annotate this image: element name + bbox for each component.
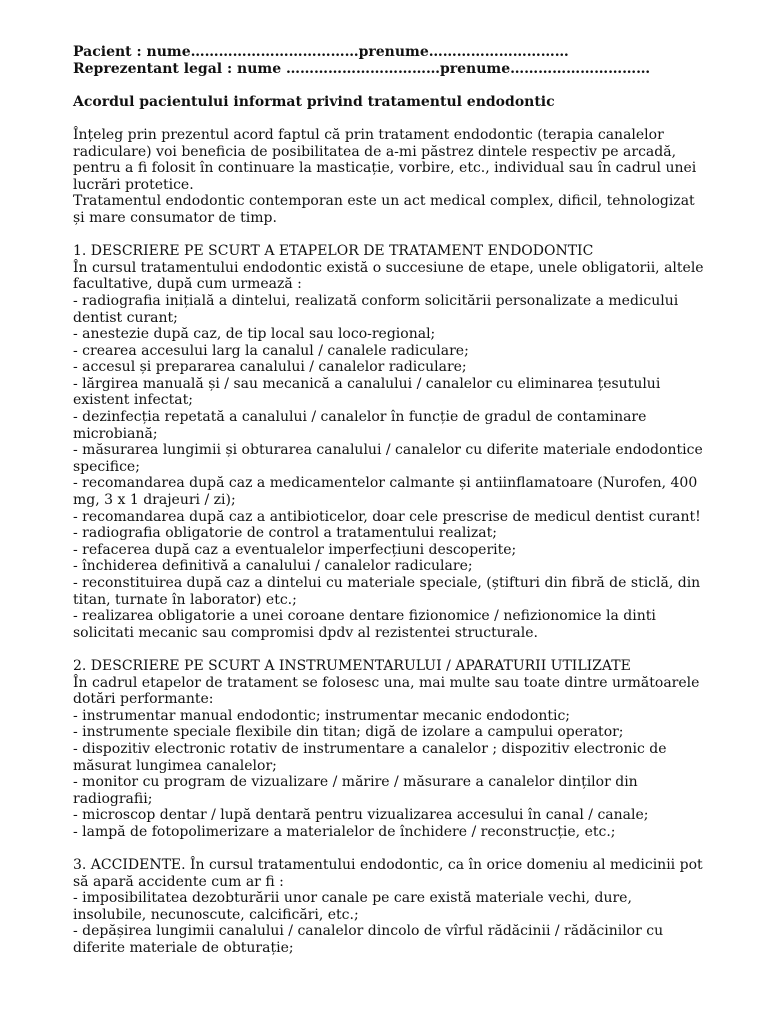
spacer	[73, 110, 713, 127]
section-1-line: titan, turnate în laborator) etc.;	[73, 591, 297, 608]
section-1-line: - recomandarea după caz a antibioticelor, doar cele prescrise de medicul dentist curant!	[73, 508, 701, 525]
section-1-heading: 1. DESCRIERE PE SCURT A ETAPELOR DE TRATAMENT ENDODONTIC	[73, 243, 594, 260]
section-1-line: solicitati mecanic sau compromisi dpdv al rezistentei structurale.	[73, 624, 538, 641]
spacer	[73, 77, 713, 94]
section-3-line: să apară accidente cum ar fi :	[73, 873, 284, 890]
section-1-line: - radiografia obligatorie de control a tratamentului realizat;	[73, 525, 497, 542]
intro-line: pentru a fi folosit în continuare la masticație, vorbire, etc., individual sau în cadrul unei	[73, 160, 697, 177]
section-2-line: radiografii;	[73, 790, 153, 807]
section-3-line: - depășirea lungimii canalului / canalelor dincolo de vîrful rădăcinii / rădăcinilor cu	[73, 923, 664, 940]
intro-paragraph	[73, 127, 713, 227]
section-3-line: insolubile, necunoscute, calcificări, etc.;	[73, 906, 359, 923]
section-3-line: diferite materiale de obturație;	[73, 940, 294, 957]
section-2-line: măsurat lungimea canalelor;	[73, 757, 277, 774]
section-1-line: - recomandarea după caz a medicamentelor calmante și antiinflamatoare (Nurofen, 400	[73, 475, 698, 492]
section-2-line: - instrumentar manual endodontic; instrumentar mecanic endodontic;	[73, 707, 571, 724]
section-1-line: mg, 3 x 1 drajeuri / zi);	[73, 492, 236, 509]
section-1-line: facultative, după cum urmează :	[73, 276, 302, 293]
intro-line: Tratamentul endodontic contemporan este un act medical complex, dificil, tehnologizat	[73, 193, 695, 210]
section-1-line: specifice;	[73, 458, 140, 475]
intro-line: Înțeleg prin prezentul acord faptul că prin tratament endodontic (terapia canalelor	[73, 126, 664, 143]
section-1-line: - refacerea după caz a eventualelor imperfecțiuni descoperite;	[73, 541, 517, 558]
section-1-line: - radiografia inițială a dintelui, realizată conform solicitării personalizate a medicului	[73, 292, 679, 309]
section-1-line: - reconstituirea după caz a dintelui cu materiale speciale, (știfturi din fibră de sticlă, din	[73, 575, 701, 591]
section-2	[73, 658, 713, 841]
intro-line: și mare consumator de timp.	[73, 209, 277, 226]
section-2-line: În cadrul etapelor de tratament se folosesc una, mai multe sau toate dintre următoarele	[73, 674, 700, 691]
intro-line: radiculare) voi beneficia de posibilitatea de a-mi păstrez dintele respectiv pe arcadă,	[73, 143, 677, 160]
section-1-line: - dezinfecția repetată a canalului / canalelor în funcție de gradul de contaminare	[73, 409, 647, 426]
section-3	[73, 857, 713, 957]
section-1-line: dentist curant;	[73, 309, 178, 326]
section-1-line: - măsurarea lungimii și obturarea canalului / canalelor cu diferite materiale endodontice	[73, 442, 703, 459]
section-3-heading: 3. ACCIDENTE. În cursul tratamentului endodontic, ca în orice domeniu al medicinii pot	[73, 857, 703, 874]
section-2-line: - microscop dentar / lupă dentară pentru vizualizarea accesului în canal / canale;	[73, 807, 649, 824]
section-2-line: - instrumente speciale flexibile din titan; digă de izolare a campului operator;	[73, 724, 624, 741]
section-1-line: - accesul și prepararea canalului / canalelor radiculare;	[73, 359, 467, 376]
section-1-line: - realizarea obligatorie a unei coroane dentare fizionomice / nefizionomice la dinti	[73, 608, 656, 625]
section-2-heading: 2. DESCRIERE PE SCURT A INSTRUMENTARULUI / APARATURII UTILIZATE	[73, 657, 631, 674]
section-2-line: - lampă de fotopolimerizare a materialelor de închidere / reconstrucție, etc.;	[73, 823, 616, 840]
intro-line: lucrări protetice.	[73, 176, 194, 193]
spacer	[73, 841, 713, 858]
spacer	[73, 227, 713, 244]
section-1-line: - anestezie după caz, de tip local sau loco-regional;	[73, 326, 436, 343]
section-1-line: În cursul tratamentului endodontic există o succesiune de etape, unele obligatorii, altele	[73, 259, 704, 276]
section-3-line: - imposibilitatea dezobturării unor canale pe care există materiale vechi, dure,	[73, 890, 632, 907]
section-1-line: microbiană;	[73, 425, 158, 442]
section-2-line: - dispozitiv electronic rotativ de instrumentare a canalelor ; dispozitiv electronic de	[73, 740, 667, 757]
document-title: Acordul pacientului informat privind tratamentul endodontic	[73, 93, 555, 110]
section-1	[73, 243, 713, 641]
legal-representative-field: Reprezentant legal : nume ……………………………prenume…………………………	[73, 60, 651, 77]
section-1-line: - crearea accesului larg la canalul / canalele radiculare;	[73, 342, 469, 359]
section-2-line: - monitor cu program de vizualizare / mărire / măsurare a canalelor dinților din	[73, 774, 638, 791]
section-1-line: - lărgirea manuală și / sau mecanică a canalului / canalelor cu eliminarea țesutului	[73, 375, 661, 392]
section-1-line: - închiderea definitivă a canalului / canalelor radiculare;	[73, 558, 473, 575]
patient-name-field: Pacient : nume………………………………prenume…………………………	[73, 44, 569, 60]
section-1-line: existent infectat;	[73, 392, 193, 409]
section-2-line: dotări performante:	[73, 691, 214, 708]
document-page	[73, 44, 713, 957]
spacer	[73, 641, 713, 658]
